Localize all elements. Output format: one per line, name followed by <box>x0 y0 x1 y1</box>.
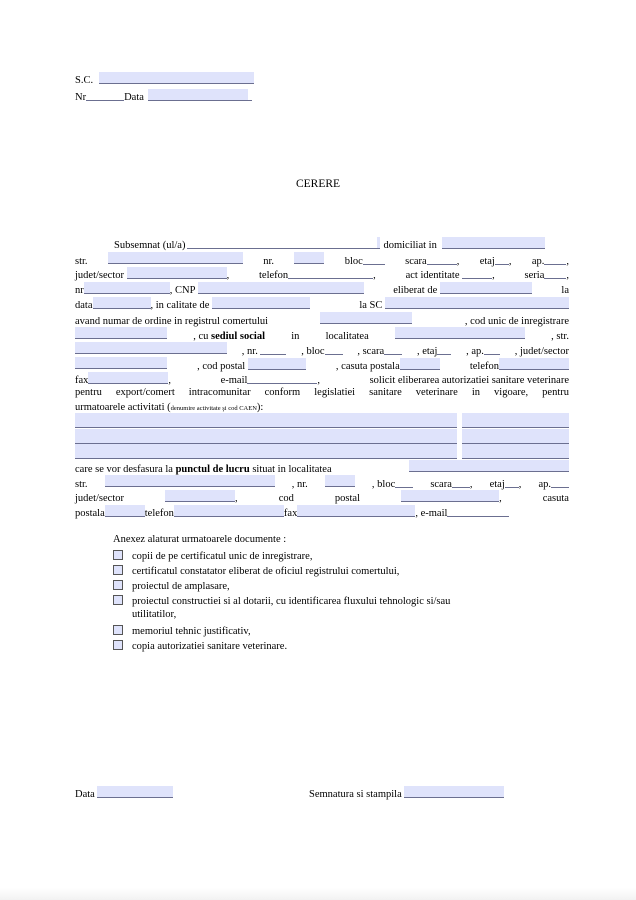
judet-label: judet/sector <box>75 270 124 281</box>
postal-label: postal <box>334 493 361 504</box>
footer-data-label: Data <box>75 789 95 800</box>
id-nr-field[interactable] <box>84 282 170 294</box>
domiciliu-field[interactable] <box>442 237 545 249</box>
export-text: pentru export/comert intracomunitar conform legislatiei sanitare veterinare in vigoare, pentru <box>75 387 569 398</box>
telefon-field[interactable] <box>288 267 373 279</box>
sediul-social-label: sediul social <box>211 331 265 342</box>
activity-field-3[interactable] <box>75 444 457 459</box>
etaj-label-3: etaj <box>489 479 505 490</box>
cnp-field[interactable] <box>198 282 364 294</box>
judet-field[interactable] <box>127 267 227 279</box>
sc-label: S.C. <box>75 75 94 86</box>
bloc-field[interactable] <box>363 253 385 265</box>
document-item-1 <box>113 550 312 562</box>
sediu-nr-field[interactable] <box>260 343 286 355</box>
bloc-label-2: bloc <box>306 346 325 357</box>
scara-label-2: scara <box>362 346 385 357</box>
avand-label: avand numar de ordine in registrul comertului <box>75 316 269 327</box>
solicit-text: solicit eliberarea autorizatiei sanitare veterinare <box>369 375 569 386</box>
document-item-3 <box>113 580 230 592</box>
data-label-2: data <box>75 300 93 311</box>
punct-localitate-field[interactable] <box>409 460 569 472</box>
doc-label-1: copii de pe certificatul unic de inregistrare, <box>132 551 313 562</box>
punct-scara-field[interactable] <box>452 476 470 488</box>
nr-label-1: nr. <box>263 256 275 267</box>
punct-email-field[interactable] <box>447 505 509 517</box>
punct-judet-row: judet/sector , cod postal , casuta <box>75 490 569 504</box>
telefon-label: telefon <box>259 270 289 281</box>
ap-field[interactable] <box>544 253 566 265</box>
activity-code-field-1[interactable] <box>462 413 569 428</box>
punct-contact-row: postala telefon fax , e-mail <box>75 505 509 519</box>
sediu-contact-row: , cod postal , casuta postala telefon <box>75 357 569 372</box>
act-field[interactable] <box>462 267 492 279</box>
nr-field-1[interactable] <box>294 252 324 264</box>
doc-label-5: memoriul tehnic justificativ, <box>132 626 251 637</box>
str-field[interactable] <box>108 252 243 264</box>
id-row: nr , CNP eliberat de la <box>75 282 569 296</box>
bloc-label: bloc <box>344 256 363 267</box>
punct-ap-field[interactable] <box>551 476 569 488</box>
fax-label-2: fax <box>283 508 298 519</box>
document-item-2 <box>113 565 399 577</box>
eliberat-label: eliberat de <box>393 285 438 296</box>
punct-lucru-row <box>75 460 569 475</box>
sediu-casuta-field[interactable] <box>400 358 440 370</box>
nr-lower-label: nr <box>75 285 84 296</box>
nr-data-line <box>75 89 252 103</box>
act-label: act identitate <box>405 270 460 281</box>
footer-data-field[interactable] <box>97 786 173 798</box>
address-row-1: str. nr. bloc scara , etaj , ap. , <box>75 252 569 267</box>
seria-label: seria <box>524 270 545 281</box>
sediu-cod-postal-field[interactable] <box>248 358 306 370</box>
punct-cod-postal-field[interactable] <box>401 490 499 502</box>
sediu-scara-field[interactable] <box>384 343 402 355</box>
sediu-ap-field[interactable] <box>484 343 500 355</box>
in-label: in <box>291 331 300 342</box>
str-label-2: str. <box>556 331 569 342</box>
registru-field[interactable] <box>320 312 412 324</box>
data-field[interactable] <box>148 89 248 101</box>
punct-fax-field[interactable] <box>297 505 415 517</box>
subsemnat-line <box>114 237 545 251</box>
scara-label-3: scara <box>430 479 452 490</box>
nr-label-2: nr. <box>247 346 258 357</box>
page-title: CERERE <box>295 178 341 190</box>
str-label: str. <box>75 256 88 267</box>
str-label-3: str. <box>75 479 88 490</box>
scara-field[interactable] <box>427 253 457 265</box>
subsemnat-label: Subsemnat (ul/a) <box>114 240 186 251</box>
ap-label-2: ap. <box>471 346 484 357</box>
activity-field-2[interactable] <box>75 429 457 444</box>
registru-row: avand numar de ordine in registrul comertului , cod unic de inregistrare <box>75 312 569 327</box>
semnatura-field[interactable] <box>404 786 504 798</box>
address-row-2: judet/sector , telefon , act identitate , seria , <box>75 267 569 281</box>
etaj-label-2: etaj <box>422 346 438 357</box>
data-label: Data <box>124 92 144 103</box>
sediu-judet-field[interactable] <box>75 357 167 369</box>
calitate-label: in calitate de <box>155 300 210 311</box>
email-label-2: e-mail <box>420 508 448 519</box>
sediu-etaj-field[interactable] <box>437 343 451 355</box>
sc-line <box>75 72 254 86</box>
semnatura-label: Semnatura si stampila <box>309 789 402 800</box>
doc-label-4-cont: utilitatilor, <box>132 609 177 620</box>
sediu-row: , cu sediul social in localitatea , str. <box>75 327 569 342</box>
casuta-postala-label: casuta postala <box>341 361 400 372</box>
doc-checkbox-2[interactable] <box>113 565 123 575</box>
cnp-label: CNP <box>175 285 196 296</box>
page-bottom-shadow <box>0 888 636 900</box>
document-item-6 <box>113 640 287 652</box>
la-sc-field[interactable] <box>385 297 569 309</box>
punct-address-row: str. , nr. , bloc scara , etaj , ap. <box>75 475 569 490</box>
judet-label-3: judet/sector <box>75 493 124 504</box>
casuta-label: casuta <box>542 493 569 504</box>
telefon-label-2: telefon <box>469 361 499 372</box>
nr-label-3: nr. <box>296 479 308 490</box>
cu-label: cu <box>198 331 209 342</box>
telefon-label-3: telefon <box>144 508 174 519</box>
ap-label-3: ap. <box>538 479 551 490</box>
calitate-field[interactable] <box>212 297 310 309</box>
scara-label: scara <box>405 256 427 267</box>
punct-etaj-field[interactable] <box>505 476 519 488</box>
anexez-label: Anexez alaturat urmatoarele documente : <box>113 534 287 545</box>
activity-code-field-3[interactable] <box>462 444 569 459</box>
la-sc-label: la SC <box>359 300 383 311</box>
punct-telefon-field[interactable] <box>174 505 284 517</box>
cod-postal-label: cod postal <box>202 361 246 372</box>
care-label: care se vor desfasura la <box>75 464 173 475</box>
sc-field[interactable] <box>99 72 254 84</box>
urmatoarele-label: urmatoarele activitati ( <box>75 402 171 413</box>
cod-unic-field[interactable] <box>75 327 167 339</box>
la-label: la <box>561 285 569 296</box>
sediu-bloc-field[interactable] <box>325 343 343 355</box>
punctul-lucru-label: punctul de lucru <box>175 464 250 475</box>
doc-label-2: certificatul constatator eliberat de oficiul registrului comertului, <box>132 566 400 577</box>
nr-field[interactable] <box>86 89 124 101</box>
cod-label: cod <box>278 493 294 504</box>
name-field[interactable] <box>187 237 377 249</box>
punct-bloc-field[interactable] <box>395 476 413 488</box>
document-item-5 <box>113 625 251 637</box>
ap-label: ap. <box>531 256 545 267</box>
doc-checkbox-1[interactable] <box>113 550 123 560</box>
punct-str-field[interactable] <box>105 475 275 487</box>
activity-code-field-2[interactable] <box>462 429 569 444</box>
sediu-address-row: , nr. , bloc , scara , etaj , ap. , judet/sector <box>75 342 569 357</box>
domiciliat-label: domiciliat in <box>383 240 437 251</box>
calitate-row: data , in calitate de la SC <box>75 297 569 311</box>
postala-label: postala <box>75 508 105 519</box>
doc-checkbox-6[interactable] <box>113 640 123 650</box>
doc-label-3: proiectul de amplasare, <box>132 581 230 592</box>
sediu-telefon-field[interactable] <box>499 358 569 370</box>
cod-unic-label: cod unic de inregistrare <box>470 316 569 327</box>
bloc-label-3: bloc <box>377 479 396 490</box>
fax-row: fax , e-mail , solicit eliberarea autorizatiei sanitare veterinare <box>75 372 569 386</box>
etaj-label: etaj <box>479 256 495 267</box>
denumire-note: denumire activitate şi cod CAEN <box>170 405 257 412</box>
punct-judet-field[interactable] <box>165 490 235 502</box>
activitati-line <box>75 402 263 413</box>
fax-label: fax <box>75 375 89 386</box>
seria-field[interactable] <box>544 267 566 279</box>
sediu-localitate-field[interactable] <box>395 327 525 339</box>
footer-semnatura <box>309 786 504 800</box>
punct-casuta-field[interactable] <box>105 505 145 517</box>
etaj-field[interactable] <box>495 253 509 265</box>
doc-label-4: proiectul constructiei si al dotarii, cu identificarea fluxului tehnologic si/sau <box>132 596 451 607</box>
urmatoarele-end: ): <box>256 402 264 413</box>
judet-label-2: judet/sector <box>519 346 569 357</box>
doc-label-6: copia autorizatiei sanitare veterinare. <box>132 641 288 652</box>
nr-label: Nr <box>75 92 87 103</box>
localitatea-label: localitatea <box>325 331 369 342</box>
activity-field-1[interactable] <box>75 413 457 428</box>
sediu-fax-field[interactable] <box>88 372 168 384</box>
punct-nr-field[interactable] <box>325 475 355 487</box>
sediu-email-field[interactable] <box>247 372 317 384</box>
sediu-str-field[interactable] <box>75 342 227 354</box>
doc-checkbox-5[interactable] <box>113 625 123 635</box>
data-field-2[interactable] <box>93 297 151 309</box>
doc-checkbox-3[interactable] <box>113 580 123 590</box>
document-item-4 <box>113 595 569 607</box>
email-label: e-mail <box>220 375 248 386</box>
footer-data <box>75 786 173 800</box>
doc-checkbox-4[interactable] <box>113 595 123 605</box>
eliberat-field[interactable] <box>440 282 532 294</box>
situat-label: situat in localitatea <box>252 464 332 475</box>
